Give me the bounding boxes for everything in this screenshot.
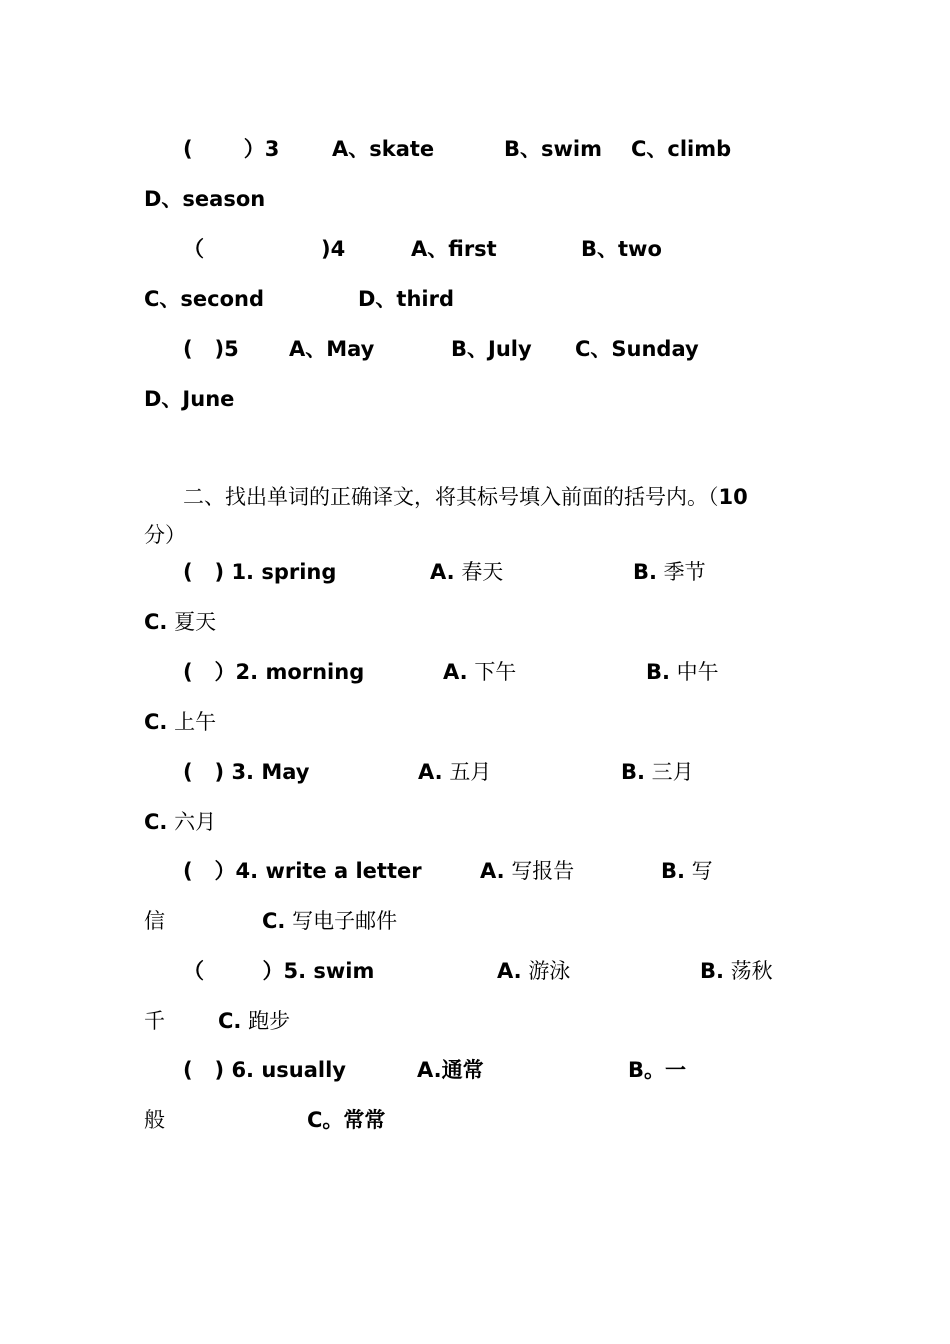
q5-option-a: A、May (289, 337, 375, 361)
item-4-option-b (661, 861, 713, 882)
option-letter: B. (646, 660, 670, 684)
option-text: 下午 (474, 660, 517, 684)
item-6-option-a: A.通常 (417, 1058, 484, 1082)
item-6-option-b: B。一 (628, 1058, 687, 1082)
q3-option-b: B、swim (504, 137, 602, 161)
option-letter: A. (418, 760, 443, 784)
option-text: 跑步 (248, 1009, 291, 1033)
item-6-option-c: C。常常 (307, 1108, 386, 1132)
section-2-heading-unit: 分） (144, 523, 186, 547)
option-text: 春天 (461, 560, 504, 584)
option-letter: C. (218, 1009, 242, 1033)
item-5-answer-blank (183, 961, 374, 982)
option-text: 写报告 (511, 859, 575, 883)
item-6-answer-blank (183, 1060, 346, 1081)
item-3-option-a (418, 762, 491, 783)
item-5-word: swim (313, 959, 375, 983)
item-1-number: ( ) 1. (183, 560, 255, 584)
option-letter: A. (443, 660, 468, 684)
option-letter: B. (621, 760, 645, 784)
item-5-option-c (218, 1011, 290, 1032)
q3-option-c: C、climb (631, 137, 732, 161)
item-6-word: usually (261, 1058, 346, 1082)
option-letter: B. (700, 959, 724, 983)
item-1-option-c (144, 612, 216, 633)
q3-option-d: D、season (144, 187, 266, 211)
option-text: 写 (691, 859, 713, 883)
item-4-option-b-cont: 信 (144, 909, 165, 933)
q4-option-d: D、third (358, 287, 455, 311)
item-2-number: ( ）2. (183, 660, 259, 684)
item-4-number: ( ）4. (183, 859, 259, 883)
heading-points: 10 (718, 485, 748, 509)
option-text: 季节 (663, 560, 706, 584)
item-2-option-c (144, 712, 216, 733)
option-text: 游泳 (528, 959, 571, 983)
item-6-option-b-cont: 般 (144, 1108, 165, 1132)
option-letter: C. (144, 610, 168, 634)
item-4-answer-blank (183, 861, 422, 882)
item-2-option-a (443, 662, 516, 683)
option-letter: A. (497, 959, 522, 983)
item-1-word: spring (261, 560, 337, 584)
item-2-word: morning (265, 660, 365, 684)
item-4-option-a (480, 861, 574, 882)
option-text: 五月 (449, 760, 492, 784)
option-text: 上午 (174, 710, 217, 734)
q5-answer-blank: ( )5 (183, 337, 239, 361)
item-3-number: ( ) 3. (183, 760, 255, 784)
option-text: 三月 (651, 760, 694, 784)
q3-option-a: A、skate (332, 137, 435, 161)
item-3-word: May (261, 760, 310, 784)
q4-option-a: A、first (411, 237, 497, 261)
item-6-number: ( ) 6. (183, 1058, 255, 1082)
option-text: 夏天 (174, 610, 217, 634)
option-letter: C. (262, 909, 286, 933)
item-4-word: write a letter (265, 859, 422, 883)
q5-option-b: B、July (451, 337, 532, 361)
q5-option-c: C、Sunday (575, 337, 699, 361)
option-letter: C. (144, 810, 168, 834)
item-1-answer-blank (183, 562, 336, 583)
item-5-option-a (497, 961, 570, 982)
option-text: 中午 (676, 660, 719, 684)
option-letter: B. (661, 859, 685, 883)
item-1-option-b (633, 562, 706, 583)
q3-answer-blank: ( ）3 (183, 137, 280, 161)
option-text: 荡秋 (730, 959, 773, 983)
option-letter: B. (633, 560, 657, 584)
q4-option-b: B、two (581, 237, 662, 261)
option-letter: C. (144, 710, 168, 734)
item-5-option-b (700, 961, 773, 982)
q4-option-c: C、second (144, 287, 265, 311)
item-3-option-b (621, 762, 694, 783)
item-3-option-c (144, 812, 216, 833)
heading-text: 二、找出单词的正确译文，将其标号填入前面的括号内。（ (183, 485, 719, 509)
item-1-option-a (430, 562, 503, 583)
option-letter: A. (430, 560, 455, 584)
option-letter: A. (480, 859, 505, 883)
item-3-answer-blank (183, 762, 309, 783)
item-5-option-b-cont: 千 (144, 1009, 165, 1033)
item-5-number: （ ）5. (183, 959, 307, 983)
item-2-answer-blank (183, 662, 364, 683)
item-2-option-b (646, 662, 719, 683)
section-2-heading (183, 487, 748, 508)
item-4-option-c (262, 911, 397, 932)
q5-option-d: D、June (144, 387, 235, 411)
q4-answer-blank: （ )4 (183, 237, 346, 261)
option-text: 写电子邮件 (292, 909, 398, 933)
option-text: 六月 (174, 810, 217, 834)
